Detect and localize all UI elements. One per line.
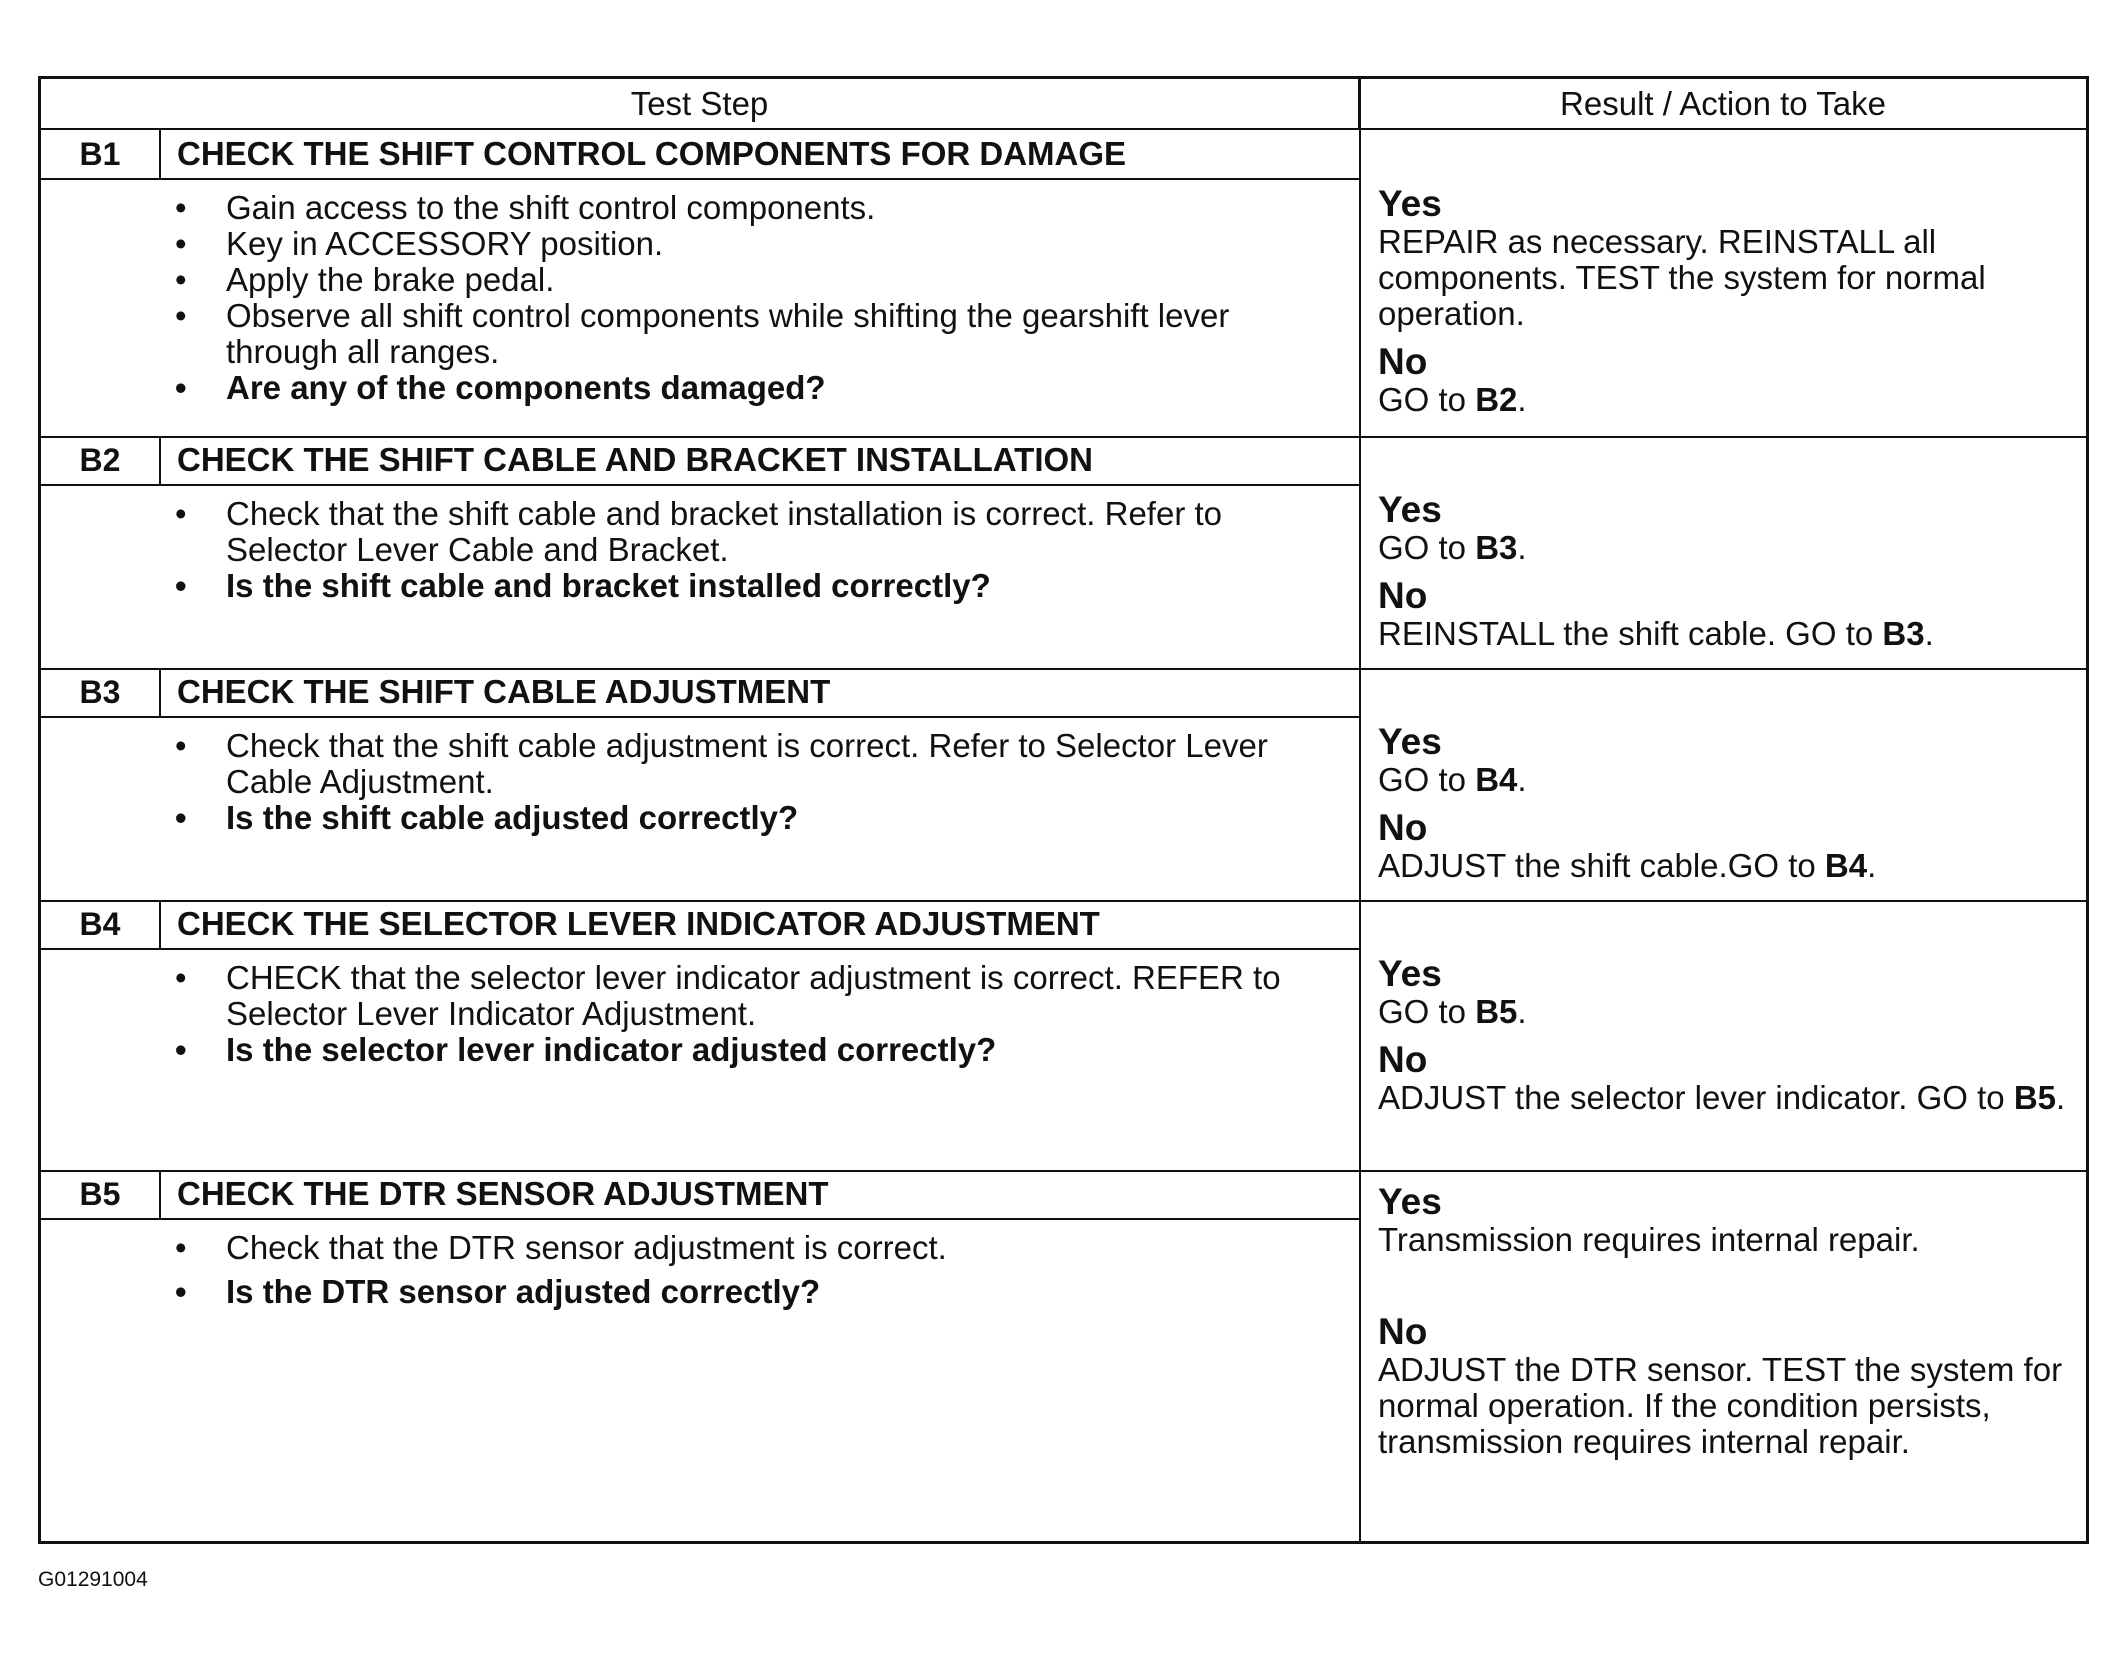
yes-action: GO to B3. (1378, 529, 1527, 566)
step-id: B4 (41, 900, 161, 950)
step-id: B3 (41, 668, 161, 718)
step-reference: B3 (1475, 529, 1518, 566)
yes-label: Yes (1378, 489, 1442, 530)
no-action: GO to B2. (1378, 381, 1527, 418)
step-row-b1 (41, 130, 2086, 438)
step-instructions (171, 960, 1341, 1068)
step-row-b5 (41, 1170, 2086, 1543)
step-reference: B2 (1475, 381, 1518, 418)
instruction-item: • CHECK that the selector lever indicator adjustment is correct. REFER to Selector Lever Indicator Adjustment. (171, 960, 1341, 1032)
step-id: B5 (41, 1170, 161, 1220)
yes-action: GO to B4. (1378, 761, 1527, 798)
instruction-item: • Key in ACCESSORY position. (171, 226, 1341, 262)
step-question: • Is the shift cable and bracket installed correctly? (171, 568, 1341, 604)
step-question: • Are any of the components damaged? (171, 370, 1341, 406)
step-result (1378, 722, 2078, 894)
no-label: No (1378, 575, 1428, 616)
instruction-item: • Observe all shift control components while shifting the gearshift lever through all ranges. (171, 298, 1341, 370)
no-action: ADJUST the selector lever indicator. GO to B5. (1378, 1079, 2066, 1116)
step-instructions (171, 728, 1341, 836)
no-label: No (1378, 341, 1428, 382)
instruction-item: • Check that the shift cable adjustment is correct. Refer to Selector Lever Cable Adjustment. (171, 728, 1341, 800)
step-id: B1 (41, 130, 161, 180)
step-result (1378, 490, 2078, 662)
step-reference: B3 (1882, 615, 1925, 652)
no-action: ADJUST the DTR sensor. TEST the system for normal operation. If the condition persists, transmission requires internal repair. (1378, 1351, 2063, 1460)
instruction-item: • Apply the brake pedal. (171, 262, 1341, 298)
instruction-item: • Check that the DTR sensor adjustment is correct. (171, 1230, 1341, 1266)
step-result (1378, 1182, 2078, 1470)
no-action: REINSTALL the shift cable. GO to B3. (1378, 615, 1934, 652)
step-title: CHECK THE SHIFT CONTROL COMPONENTS FOR DAMAGE (161, 130, 1360, 180)
step-title: CHECK THE SHIFT CABLE ADJUSTMENT (161, 668, 1360, 718)
step-instructions (171, 1230, 1341, 1310)
yes-action: REPAIR as necessary. REINSTALL all components. TEST the system for normal operation. (1378, 223, 1986, 332)
instruction-item: • Gain access to the shift control components. (171, 190, 1341, 226)
yes-label: Yes (1378, 183, 1442, 224)
figure-code: G01291004 (38, 1568, 148, 1591)
step-result (1378, 954, 2078, 1126)
step-instructions (171, 496, 1341, 604)
step-title: CHECK THE SELECTOR LEVER INDICATOR ADJUSTMENT (161, 900, 1360, 950)
yes-label: Yes (1378, 721, 1442, 762)
yes-label: Yes (1378, 1181, 1442, 1222)
yes-label: Yes (1378, 953, 1442, 994)
step-id: B2 (41, 436, 161, 486)
step-result (1378, 184, 2078, 428)
no-action: ADJUST the shift cable.GO to B4. (1378, 847, 1877, 884)
header-result-action: Result / Action to Take (1360, 79, 2086, 130)
step-reference: B4 (1475, 761, 1518, 798)
step-title: CHECK THE DTR SENSOR ADJUSTMENT (161, 1170, 1360, 1220)
step-question: • Is the selector lever indicator adjusted correctly? (171, 1032, 1341, 1068)
header-test-step: Test Step (41, 79, 1360, 130)
column-divider (1359, 79, 1361, 1541)
step-row-b2 (41, 436, 2086, 670)
yes-action: Transmission requires internal repair. (1378, 1221, 1920, 1258)
step-instructions (171, 190, 1341, 406)
step-reference: B4 (1824, 847, 1868, 884)
no-label: No (1378, 807, 1428, 848)
step-title: CHECK THE SHIFT CABLE AND BRACKET INSTALLATION (161, 436, 1360, 486)
step-row-b3 (41, 668, 2086, 902)
step-row-b4 (41, 900, 2086, 1172)
step-reference: B5 (2013, 1079, 2057, 1116)
yes-action: GO to B5. (1378, 993, 1527, 1030)
no-label: No (1378, 1039, 1428, 1080)
step-question: • Is the shift cable adjusted correctly? (171, 800, 1341, 836)
step-reference: B5 (1475, 993, 1518, 1030)
diagnostic-table (38, 76, 2089, 1544)
no-label: No (1378, 1311, 1428, 1352)
step-question: • Is the DTR sensor adjusted correctly? (171, 1274, 1341, 1310)
instruction-item: • Check that the shift cable and bracket installation is correct. Refer to Selector Lever Cable and Bracket. (171, 496, 1341, 568)
